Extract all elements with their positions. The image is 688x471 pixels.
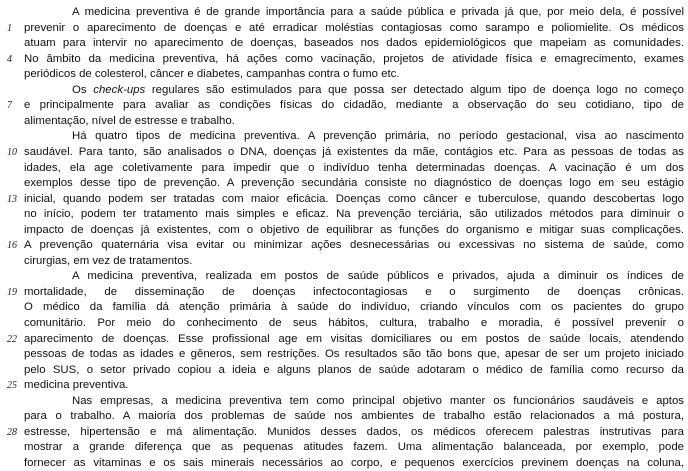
text-line [0,393,688,409]
text-line [0,439,688,455]
paragraph-text: medicina preventiva. [24,379,129,392]
line-number: 28 [7,426,17,438]
text-line [0,424,688,440]
text-line [0,160,688,176]
paragraph-text: A medicina preventiva é de grande importância para a saúde pública e privada já que, por meio dela, é possível [72,6,684,18]
line-number: 16 [7,240,17,252]
text-line [0,4,688,20]
line-number: 7 [7,100,12,112]
paragraph-text: e principalmente para avaliar as condições físicas do cidadão, mediante a observação do seu cotidiano, tipo de [24,99,684,112]
paragraph-text: aparecimento de doenças. Esse profissional age em visitas domiciliares ou em postos de saúde locais, atendendo [24,332,684,345]
text-line [0,175,688,191]
text-line [0,191,688,207]
text-line [0,20,688,36]
paragraph-text: prevenir o aparecimento de doenças e até erradicar moléstias contagiosas como sarampo e poliomielite. Os médicos [24,21,684,34]
text-line [0,97,688,113]
text-line [0,408,688,424]
paragraph-text: Nas empresas, a medicina preventiva tem como principal objetivo manter os funcionários saudáveis e aptos [72,394,684,407]
paragraph-text: pelo SUS, o setor privado copiou a ideia e alguns planos de saúde adotaram o médico de família como recurso da [24,363,684,376]
paragraph-text: saudável. Para tanto, são analisados o DNA, doenças já existentes da mãe, contágios etc. Para as pessoas de todas as [24,145,684,158]
line-number: 13 [7,193,17,205]
paragraph-text: No âmbito da medicina preventiva, há ações como vacinação, projetos de atividade física e emagrecimento, exames [24,52,684,65]
paragraph-text: inicial, quando podem ser tratadas com maior eficácia. Doenças como câncer e tuberculose, quando descobertas logo [24,192,684,205]
text-line [0,455,688,471]
paragraph-text: impacto de doenças já existentes, com o objetivo de equilibrar as funções do organismo e mitigar suas complicações. [24,223,684,236]
paragraph-text: fornecer as vitaminas e os sais minerais necessários ao corpo, e pequenos exercícios previnem doenças na coluna, [24,456,684,469]
line-number: 22 [7,333,17,345]
text-line [0,362,688,378]
paragraph-text: cirurgias, em vez de tratamentos. [24,254,193,267]
text-line [0,346,688,362]
text-line [0,222,688,238]
paragraph-text: para o trabalho. A maioria dos problemas de saúde nos ambientes de trabalho estão relacionados a má postura, [24,410,684,423]
line-number: 19 [7,286,17,298]
text-line [0,51,688,67]
paragraph-text: exemplos desse tipo de prevenção. A prevenção secundária consiste no diagnóstico de doenças logo em seu estágio [24,177,684,190]
text-line [0,128,688,144]
text-line [0,284,688,300]
text-line [0,253,688,269]
paragraph-text: no início, podem ter tratamento mais simples e eficaz. Na prevenção terciária, são utilizados métodos para diminuir o [24,208,684,221]
text-line [0,268,688,284]
text-line [0,331,688,347]
paragraph-text: periódicos de colesterol, câncer e diabetes, campanhas contra o fumo etc. [24,68,400,81]
text-line [0,82,688,98]
text-line [0,66,688,82]
paragraph-text: A prevenção quaternária visa evitar ou minimizar ações desnecessárias ou excessivas no sistema de saúde, como [24,239,684,252]
paragraph-text: Os check-ups regulares são estimulados para que possa ser detectado algum tipo de doença logo no começo [72,83,684,96]
text-line [0,377,688,393]
paragraph-text: Há quatro tipos de medicina preventiva. A prevenção primária, no período gestacional, visa ao nascimento [72,130,684,143]
text-line [0,237,688,253]
paragraph-text: mostrar a grande diferença que as pequenas atitudes fazem. Uma alimentação balanceada, por exemplo, pode [24,441,684,454]
text-line [0,35,688,51]
paragraph-text: O médico da família dá atenção primária à saúde do indivíduo, criando vínculos com os pacientes do grupo [24,301,684,314]
line-number: 1 [7,22,12,34]
emphasis-text: check-ups [93,83,146,96]
paragraph-text: mortalidade, de disseminação de doenças infectocontagiosas e o surgimento de doenças crônicas. [24,285,684,298]
paragraph-text: comunitário. Por meio do conhecimento de seus hábitos, cultura, trabalho e moradia, é possível prevenir o [24,317,684,329]
text-line [0,315,688,331]
paragraph-text: idades, ela age coletivamente para impedir que o indivíduo tenha determinadas doenças. A vacinação é um dos [24,161,684,174]
paragraph-text: atuam para intervir no aparecimento de doenças, baseados nos dados epidemiológicos que mapeiam as comunidades. [24,37,684,50]
line-number: 25 [7,380,17,392]
line-number: 10 [7,146,17,158]
paragraph-text: A medicina preventiva, realizada em postos de saúde públicos e privados, ajuda a diminuir os índices de [72,270,684,283]
paragraph-text: alimentação, nível de estresse e trabalho. [24,114,235,127]
paragraph-text: estresse, hipertensão e má alimentação. Munidos desses dados, os médicos oferecem palestras instrutivas para [24,425,684,438]
text-line [0,206,688,222]
text-line [0,299,688,315]
paragraph-text: pessoas de todas as idades e gêneros, sem restrições. Os resultados são tão bons que, apesar de ser um projeto iniciado [24,348,684,361]
text-line [0,144,688,160]
line-number: 4 [7,53,12,65]
text-line [0,113,688,129]
